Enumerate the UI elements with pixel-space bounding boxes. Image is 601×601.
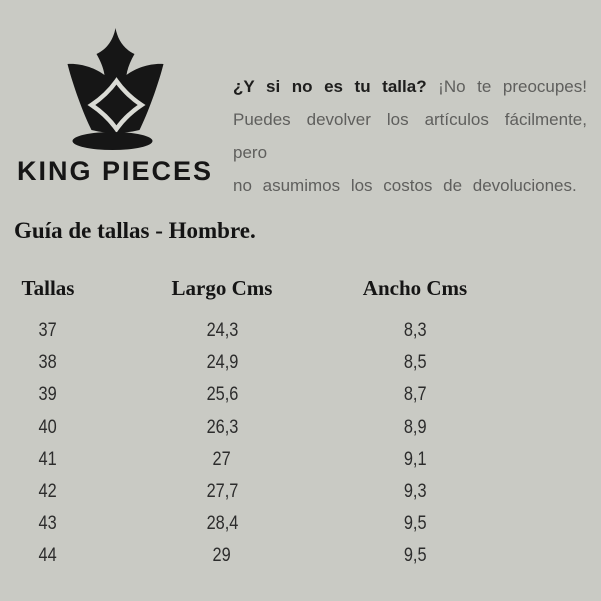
brand-wordmark: KING PIECES xyxy=(16,156,214,186)
cell-ancho: 9,3 xyxy=(403,480,427,502)
table-row xyxy=(0,540,601,572)
table-row xyxy=(0,412,601,444)
crown-logo-icon xyxy=(55,28,176,152)
returns-notice xyxy=(233,70,587,202)
notice-line-3: no asumimos los costos de devoluciones. xyxy=(233,176,577,195)
table-row xyxy=(0,379,601,411)
cell-talla: 42 xyxy=(38,480,58,502)
notice-line-1 xyxy=(233,70,587,103)
cell-ancho: 8,3 xyxy=(403,320,427,341)
size-guide-title: Guía de tallas - Hombre. xyxy=(14,218,256,243)
notice-line-2: Puedes devolver los artículos fácilmente, pero xyxy=(233,110,587,162)
table-row xyxy=(0,315,601,347)
crown-base xyxy=(73,132,153,150)
cell-ancho: 9,5 xyxy=(403,513,427,535)
cell-largo: 29 xyxy=(212,545,232,567)
notice-reassurance: ¡No te preocupes! xyxy=(438,77,587,96)
cell-talla: 38 xyxy=(38,352,58,374)
cell-talla: 41 xyxy=(38,448,58,470)
cell-talla: 40 xyxy=(38,416,58,438)
size-table xyxy=(0,276,601,573)
cell-largo: 27,7 xyxy=(206,480,238,502)
cell-talla: 37 xyxy=(38,320,58,341)
cell-talla: 39 xyxy=(38,384,58,406)
size-table-header xyxy=(0,276,601,315)
column-header-ancho: Ancho Cms xyxy=(362,276,468,300)
column-header-tallas: Tallas xyxy=(21,276,75,300)
cell-largo: 27 xyxy=(212,448,232,470)
cell-ancho: 8,7 xyxy=(403,384,427,406)
cell-largo: 26,3 xyxy=(206,416,238,438)
table-row xyxy=(0,476,601,508)
cell-largo: 25,6 xyxy=(206,384,238,406)
table-row xyxy=(0,444,601,476)
cell-largo: 24,9 xyxy=(206,352,238,374)
cell-talla: 43 xyxy=(38,513,58,535)
cell-ancho: 8,5 xyxy=(403,352,427,374)
table-row xyxy=(0,508,601,540)
cell-ancho: 9,1 xyxy=(403,448,427,470)
cell-ancho: 8,9 xyxy=(403,416,427,438)
cell-largo: 28,4 xyxy=(206,513,238,535)
cell-talla: 44 xyxy=(38,545,58,567)
column-header-largo: Largo Cms xyxy=(171,276,273,300)
cell-ancho: 9,5 xyxy=(403,545,427,567)
cell-largo: 24,3 xyxy=(206,320,238,341)
table-row xyxy=(0,347,601,379)
notice-question: ¿Y si no es tu talla? xyxy=(233,77,427,96)
